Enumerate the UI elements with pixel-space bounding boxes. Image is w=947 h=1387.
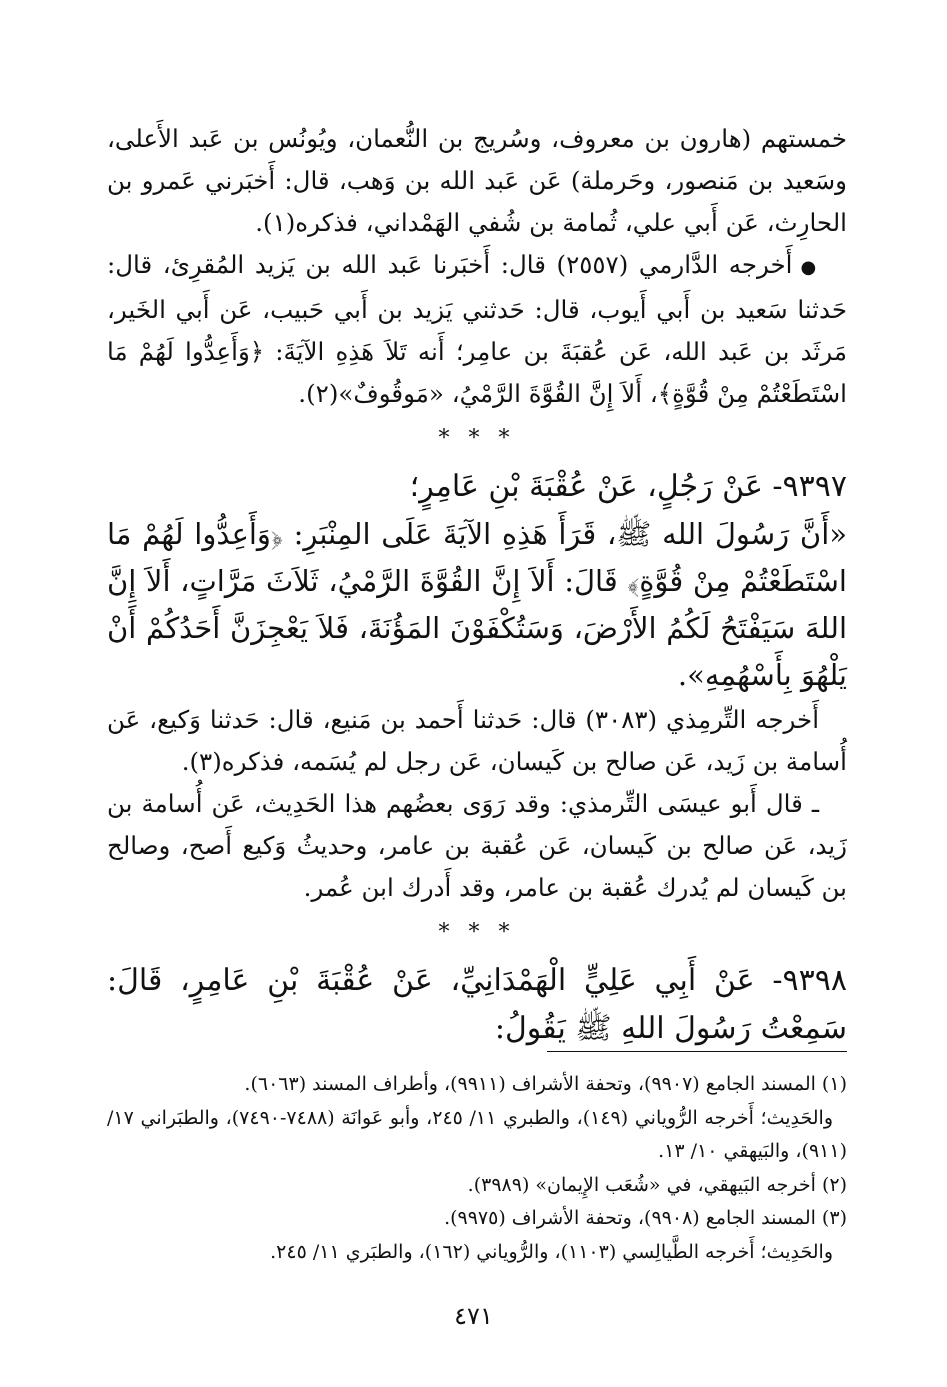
footnote-divider — [547, 1051, 847, 1052]
hadith-9397-comment: ـ قال أَبو عيسَى التِّرمذي: وقد رَوَى بعضُهم هذا الحَدِيث، عَن أُسامة بن زَيد، عَن صالح بن كَيسان، عَن عُقبة بن عامر، وحديثُ وَكيع أَصح، وصالح بن كَيسان لم يُدرك عُقبة بن عامر، وقد أَدرك ابن عُمر. — [107, 789, 847, 902]
footnote-3-continuation: والحَدِيث؛ أَخرجه الطَّيالِسي (١١٠٣)، والرُّوياني (١٦٢)، والطبَري ١١/ ٢٤٥. — [270, 1240, 833, 1263]
footnotes — [107, 1068, 847, 1269]
hadith-9397-heading: ٩٣٩٧- عَنْ رَجُلٍ، عَنْ عُقْبَةَ بْنِ عَامِرٍ؛ — [409, 469, 847, 504]
footnote-2: (٢) أخرجه البَيهقي، في «شُعَب الإِيمان» (٣٩٨٩). — [467, 1173, 847, 1196]
footnote-3: (٣) المسند الجامع (٩٩٠٨)، وتحفة الأشراف (٩٩٧٥). — [444, 1207, 847, 1229]
footnote-1-continuation: والحَدِيث؛ أَخرجه الرُّوياني (١٤٩)، والطبري ١١/ ٢٤٥، وأبو عَوانَة (٧٤٨٨-٧٤٩٠)، والطبَراني ١٧/ (٩١١)، والبَيهقي ١٠/ ١٣. — [107, 1106, 847, 1162]
section-separator: * * * — [438, 426, 516, 451]
paragraph-darimi-text: أَخرجه الدَّارمي (٢٥٥٧) قال: أَخبَرنا عَبد الله بن يَزيد المُقرِئ، قال: حَدثنا سَعيد بن أَبي أَيوب، قال: حَدثني يَزيد بن أَبي حَبيب، عَن أَبي الخَير، مَرثَد بن عَبد الله، عَن عُقبَةَ بن عامِر؛ أَنه تَلاَ هَذِهِ الآيَةَ: ﴿وَأَعِدُّوا لَهُمْ مَا اسْتَطَعْتُمْ مِنْ قُوَّةٍ﴾، أَلاَ إِنَّ القُوَّةَ الرَّمْيُ، «مَوقُوفٌ»(٢). — [107, 250, 847, 408]
hadith-9398-heading: ٩٣٩٨- عَنْ أَبِي عَلِيٍّ الْهَمْدَانِيِّ، عَنْ عُقْبَةَ بْنِ عَامِرٍ، قَالَ: سَمِعْتُ رَسُولَ اللهِ ﷺ يَقُولُ: — [107, 963, 847, 1046]
footnote-1: (١) المسند الجامع (٩٩٠٧)، وتحفة الأشراف (٩٩١١)، وأطراف المسند (٦٠٦٣). — [244, 1073, 847, 1095]
section-separator: * * * — [438, 920, 516, 945]
hadith-9397-text: «أَنَّ رَسُولَ الله ﷺ، قَرَأَ هَذِهِ الآيَةَ عَلَى المِنْبَرِ: ﴿وَأَعِدُّوا لَهُمْ مَا اسْتَطَعْتُمْ مِنْ قُوَّةٍ﴾ قَالَ: أَلاَ إِنَّ القُوَّةَ الرَّمْيُ، ثَلاَثَ مَرَّاتٍ، أَلاَ إِنَّ اللهَ سَيَفْتَحُ لَكُمُ الأَرْضَ، وَسَتُكْفَوْنَ المَؤُنَةَ، فَلاَ يَعْجِزَنَّ أَحَدُكُمْ أَنْ يَلْهُوَ بِأَسْهُمِهِ». — [107, 517, 847, 692]
paragraph-darimi — [107, 244, 847, 415]
paragraph-continuation: خمستهم (هارون بن معروف، وسُريج بن النُّعمان، ويُونُس بن عَبد الأَعلى، وسَعيد بن مَنصور، وحَرملة) عَن عَبد الله بن وَهب، قال: أَخبَرني عَمرو بن الحارِث، عَن أَبي علي، ثُمامة بن شُفي الهَمْداني، فذكره(١). — [107, 124, 847, 237]
page-number: ٤٧١ — [454, 1302, 493, 1330]
hadith-9397-takhrij: أَخرجه التِّرمِذي (٣٠٨٣) قال: حَدثنا أَحمد بن مَنيع، قال: حَدثنا وَكيع، عَن أُسامة بن زَيد، عَن صالح بن كَيسان، عَن رجل لم يُسَمه، فذكره(٣). — [107, 705, 847, 776]
main-text — [107, 118, 847, 1053]
bullet-icon: ● — [800, 257, 819, 278]
